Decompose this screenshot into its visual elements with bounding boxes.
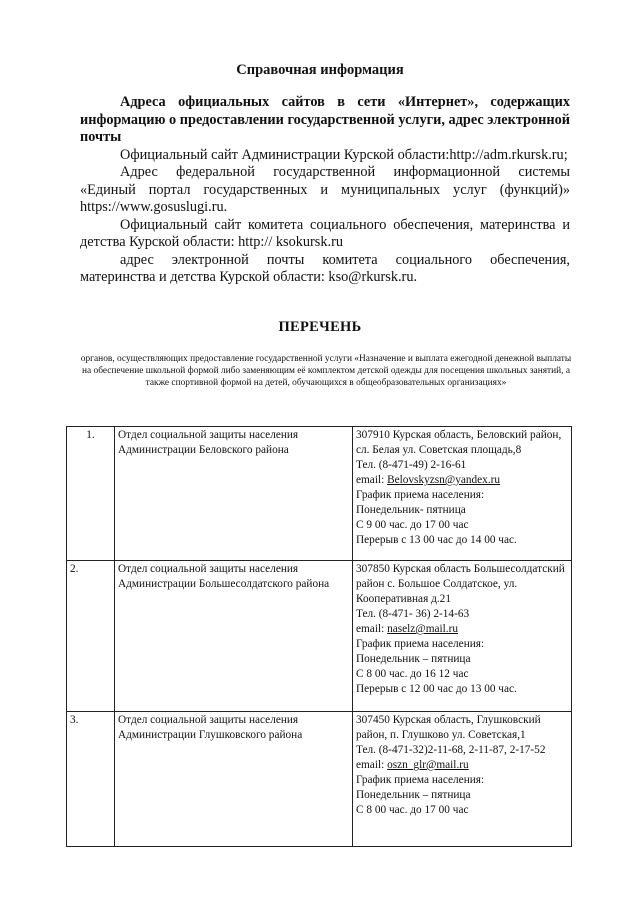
office-email-line — [356, 473, 568, 488]
schedule-title: График приема населения: — [356, 489, 485, 501]
committee-email-paragraph: адрес электронной почты комитета социального обеспечения, материнства и детства Курской области: kso@rkursk.ru. — [80, 251, 570, 285]
admin-site-paragraph: Официальный сайт Администрации Курской области:http://adm.rkursk.ru; — [120, 146, 568, 163]
table-row — [67, 561, 572, 712]
office-contacts — [353, 712, 572, 847]
office-phone: Тел. (8-471- 36) 2-14-63 — [356, 608, 470, 620]
email-label: email: — [356, 623, 388, 635]
table-row — [67, 427, 572, 561]
websites-heading: Адреса официальных сайтов в сети «Интернет», содержащих информацию о предоставлении государственной услуги, адрес электронной почты — [80, 94, 570, 145]
row-number: 1. — [67, 427, 115, 561]
office-email-link[interactable]: Belovskyzsn@yandex.ru — [387, 474, 501, 486]
schedule-days: Понедельник- пятница — [356, 504, 466, 516]
schedule-title: График приема населения: — [356, 638, 485, 650]
office-name: Отдел социальной защиты населения Администрации Беловского района — [115, 427, 353, 561]
office-email-link[interactable]: naselz@mail.ru — [387, 623, 459, 635]
office-name: Отдел социальной защиты населения Администрации Глушковского района — [115, 712, 353, 847]
office-phone: Тел. (8-471-32)2-11-68, 2-11-87, 2-17-52 — [356, 744, 546, 756]
office-name: Отдел социальной защиты населения Администрации Большесолдатского района — [115, 561, 353, 712]
gosuslugi-paragraph: Адрес федеральной государственной информационной системы «Единый портал государственных и муниципальных услуг (функций)» https://www.gosuslugi.ru. — [80, 164, 570, 215]
row-number: 2. — [67, 561, 115, 712]
office-contacts — [353, 561, 572, 712]
page-title: Справочная информация — [236, 62, 404, 78]
office-contacts — [353, 427, 572, 561]
schedule-days: Понедельник – пятница — [356, 653, 471, 665]
offices-table — [66, 426, 572, 847]
schedule-hours: С 8 00 час. до 17 00 час — [356, 804, 469, 816]
office-email-line — [356, 758, 568, 773]
schedule-hours: С 9 00 час. до 17 00 час — [356, 519, 469, 531]
office-phone: Тел. (8-471-49) 2-16-61 — [356, 459, 467, 471]
row-number: 3. — [67, 712, 115, 847]
list-title: ПЕРЕЧЕНЬ — [278, 319, 362, 335]
committee-site-paragraph: Официальный сайт комитета социального обеспечения, материнства и детства Курской области: http:// ksokursk.ru — [80, 216, 570, 250]
office-address: 307850 Курская область Большесолдатский район с. Большое Солдатское, ул. Кооперативная д.21 — [356, 563, 565, 605]
office-address: 307910 Курская область, Беловский район, сл. Белая ул. Советская площадь,8 — [356, 429, 562, 456]
schedule-break: Перерыв с 13 00 час до 14 00 час. — [356, 534, 517, 546]
office-email-link[interactable]: oszn_glr@mail.ru — [387, 759, 469, 771]
office-address: 307450 Курская область, Глушковский район, п. Глушково ул. Советская,1 — [356, 714, 541, 741]
list-description: органов, осуществляющих предоставление государственной услуги «Назначение и выплата ежегодной денежной выплаты на обеспечение школьной формой либо заменяющим её комплектом детской одежды для посещения школьных занятий, а также спортивной формой на детей, обучающихся в общеобразовательных организациях» — [80, 354, 572, 388]
email-label: email: — [356, 759, 388, 771]
contact-info-section — [80, 94, 570, 287]
schedule-hours: С 8 00 час. до 16 12 час — [356, 668, 469, 680]
office-email-line — [356, 622, 568, 637]
schedule-days: Понедельник – пятница — [356, 789, 471, 801]
schedule-break: Перерыв с 12 00 час до 13 00 час. — [356, 683, 517, 695]
schedule-title: График приема населения: — [356, 774, 485, 786]
email-label: email: — [356, 474, 388, 486]
table-row — [67, 712, 572, 847]
